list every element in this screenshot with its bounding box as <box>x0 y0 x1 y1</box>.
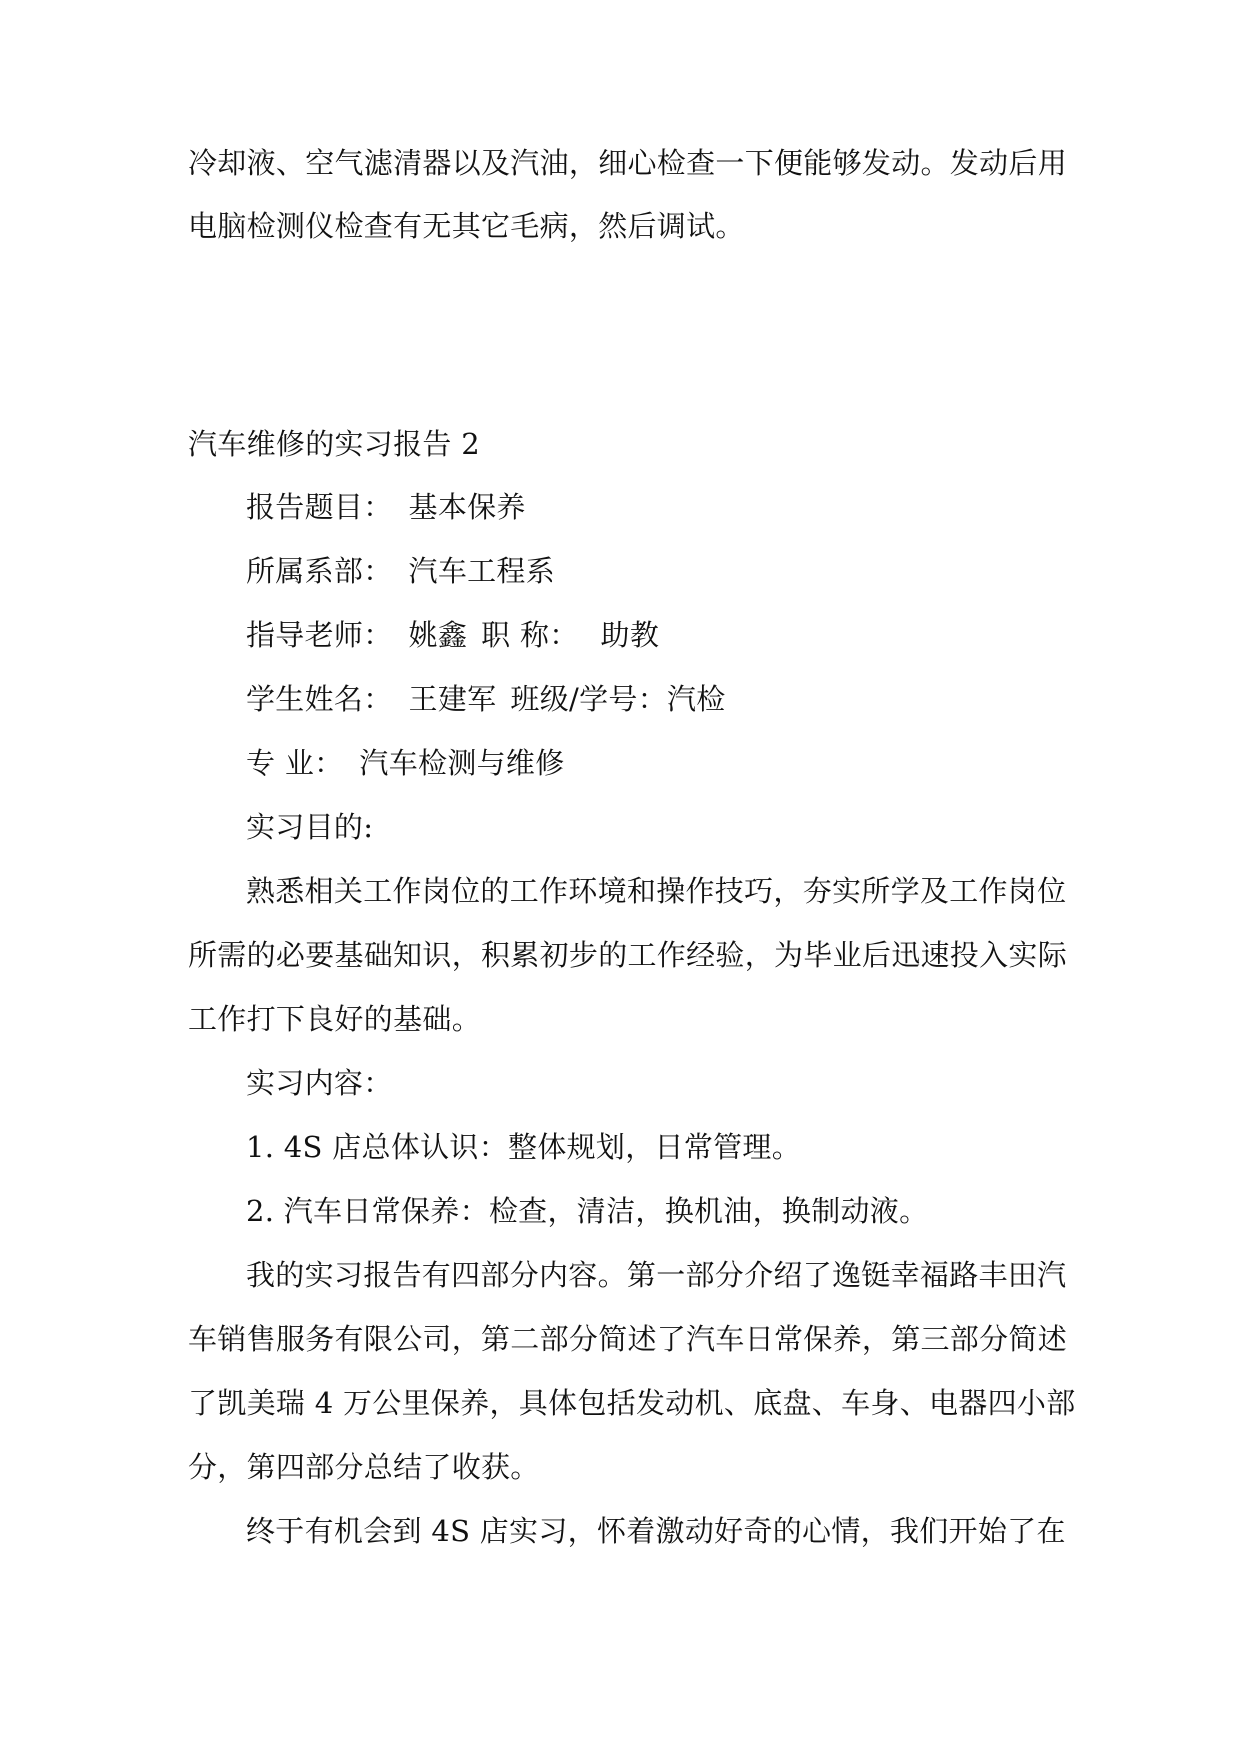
major-value: 汽车检测与维修 <box>359 746 565 780</box>
topic-label: 报告题目： <box>246 490 393 524</box>
body-text-line: 我的实习报告有四部分内容。第一部分介绍了逸铤幸福路丰田汽 <box>246 1258 1067 1292</box>
body-text-line: 冷却液、空气滤清器以及汽油，细心检查一下便能够发动。发动后用 <box>188 146 1068 180</box>
info-line-advisor <box>246 615 659 655</box>
student-value: 王建军 <box>408 682 497 716</box>
department-value: 汽车工程系 <box>408 554 556 588</box>
department-label: 所属系部： <box>246 554 393 588</box>
body-text-line: 熟悉相关工作岗位的工作环境和操作技巧，夯实所学及工作岗位 <box>246 874 1067 908</box>
class-label: 班级/学号： <box>510 682 667 716</box>
body-text-line: 了凯美瑞 4 万公里保养，具体包括发动机、底盘、车身、电器四小部 <box>188 1386 1076 1420</box>
class-value: 汽检 <box>667 682 726 716</box>
section-title: 汽车维修的实习报告 2 <box>188 427 480 461</box>
info-line-student <box>246 679 726 719</box>
rank-value: 助教 <box>600 618 660 652</box>
body-text-line: 车销售服务有限公司，第二部分简述了汽车日常保养，第三部分简述 <box>188 1322 1068 1356</box>
info-line-major <box>246 743 565 783</box>
body-text-line: 工作打下良好的基础。 <box>188 1002 482 1036</box>
content-heading: 实习内容： <box>246 1066 393 1100</box>
rank-label: 职 称： <box>481 618 579 652</box>
topic-value: 基本保养 <box>408 490 526 524</box>
student-label: 学生姓名： <box>246 682 393 716</box>
body-text-line: 分，第四部分总结了收获。 <box>188 1450 540 1484</box>
info-line-topic <box>246 487 526 527</box>
body-text-line: 电脑检测仪检查有无其它毛病，然后调试。 <box>188 209 745 243</box>
body-text-line: 所需的必要基础知识，积累初步的工作经验，为毕业后迅速投入实际 <box>188 938 1068 972</box>
purpose-heading: 实习目的: <box>246 810 374 844</box>
major-label: 专 业： <box>246 746 344 780</box>
info-line-department <box>246 551 555 591</box>
advisor-value: 姚鑫 <box>408 618 468 652</box>
list-item: 2. 汽车日常保养：检查，清洁，换机油，换制动液。 <box>246 1194 929 1228</box>
body-text-line: 终于有机会到 4S 店实习，怀着激动好奇的心情，我们开始了在 <box>246 1514 1066 1548</box>
list-item: 1. 4S 店总体认识：整体规划，日常管理。 <box>246 1130 802 1164</box>
advisor-label: 指导老师： <box>246 618 393 652</box>
